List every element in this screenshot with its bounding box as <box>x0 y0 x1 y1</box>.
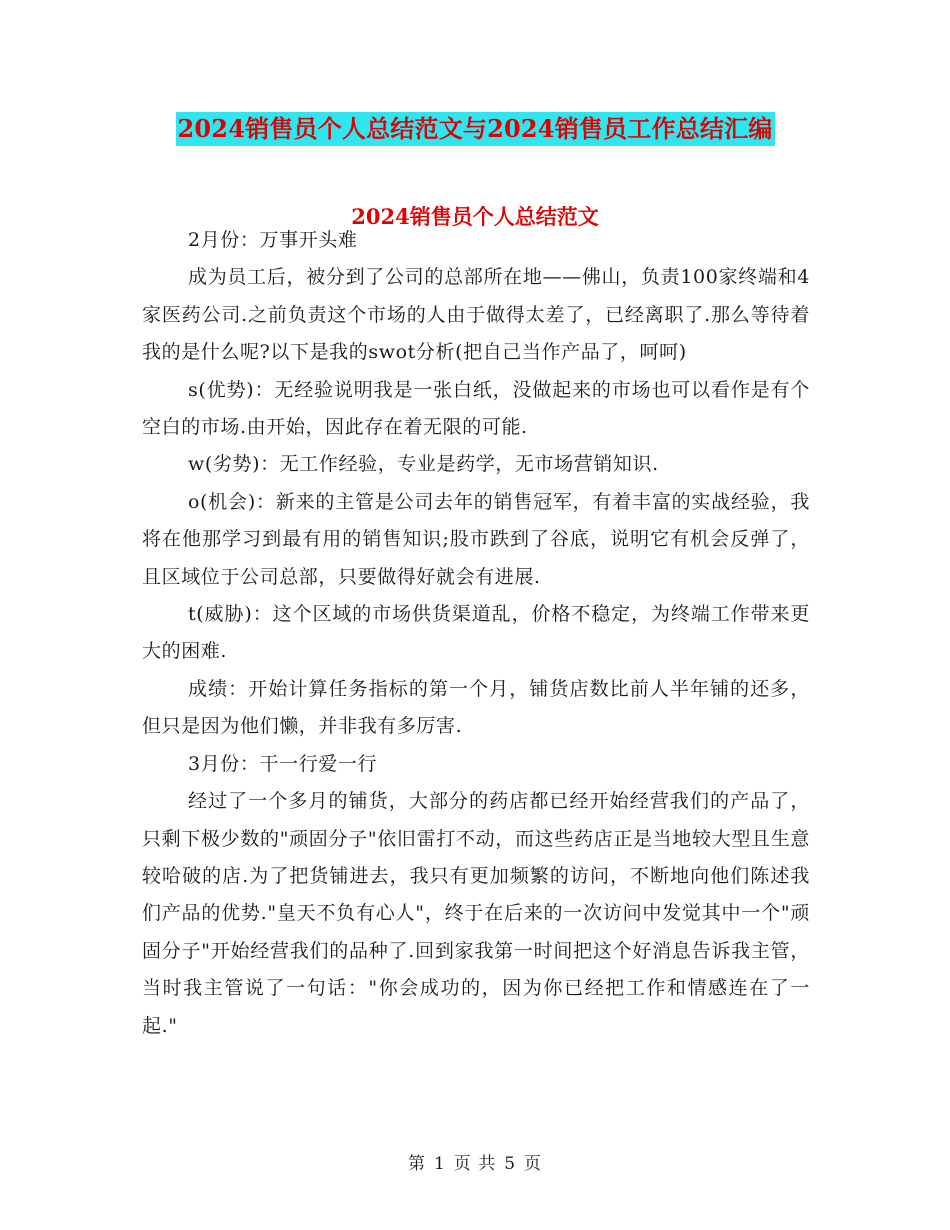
paragraph: 成为员工后，被分到了公司的总部所在地——佛山，负责100家终端和4家医药公司.之前负责这个市场的人由于做得太差了，已经离职了.那么等待着我的是什么呢?以下是我的swot分析(把自己当作产品了，呵呵) <box>142 266 810 364</box>
footer-page-total: 5 <box>504 1154 517 1174</box>
document-body <box>142 222 810 1045</box>
paragraph-heading-march: 3月份：干一行爱一行 <box>188 752 378 775</box>
paragraph-threats: t(威胁)：这个区域的市场供货渠道乱，价格不稳定，为终端工作带来更大的困难. <box>142 603 810 663</box>
paragraph-results: 成绩：开始计算任务指标的第一个月，铺货店数比前人半年铺的还多，但只是因为他们懒，并非我有多厉害. <box>142 677 810 738</box>
paragraph: 经过了一个多月的铺货，大部分的药店都已经开始经营我们的产品了，只剩下极少数的"顽固分子"依旧雷打不动，而这些药店正是当地较大型且生意较哈破的店.为了把货铺进去，我只有更加频繁的访问，不断地向他们陈述我们产品的优势."皇天不负有心人"，终于在后来的一次访问中发觉其中一个"顽固分子"开始经营我们的品种了.回到家我第一时间把这个好消息告诉我主管，当时我主管说了一句话："你会成功的，因为你已经把工作和情感连在了一起." <box>142 790 810 1037</box>
footer-mid: 页 共 <box>453 1154 497 1174</box>
paragraph-heading-february: 2月份：万事开头难 <box>188 229 358 251</box>
page-title-container <box>0 112 950 146</box>
footer-suffix: 页 <box>524 1154 543 1174</box>
footer-page-current: 1 <box>433 1154 446 1174</box>
section-title: 2024销售员个人总结范文 <box>351 204 599 229</box>
footer-prefix: 第 <box>407 1154 426 1174</box>
paragraph-strengths: s(优势)：无经验说明我是一张白纸，没做起来的市场也可以看作是有个空白的市场.由开始，因此存在着无限的可能. <box>142 378 810 439</box>
page-title: 2024销售员个人总结范文与2024销售员工作总结汇编 <box>176 112 775 146</box>
paragraph-weaknesses: w(劣势)：无工作经验，专业是药学，无市场营销知识. <box>188 453 659 476</box>
paragraph-opportunities: o(机会)：新来的主管是公司去年的销售冠军，有着丰富的实战经验，我将在他那学习到最有用的销售知识;股市跌到了谷底，说明它有机会反弹了，且区域位于公司总部，只要做得好就会有进展. <box>142 490 810 588</box>
page-footer <box>0 1152 950 1176</box>
